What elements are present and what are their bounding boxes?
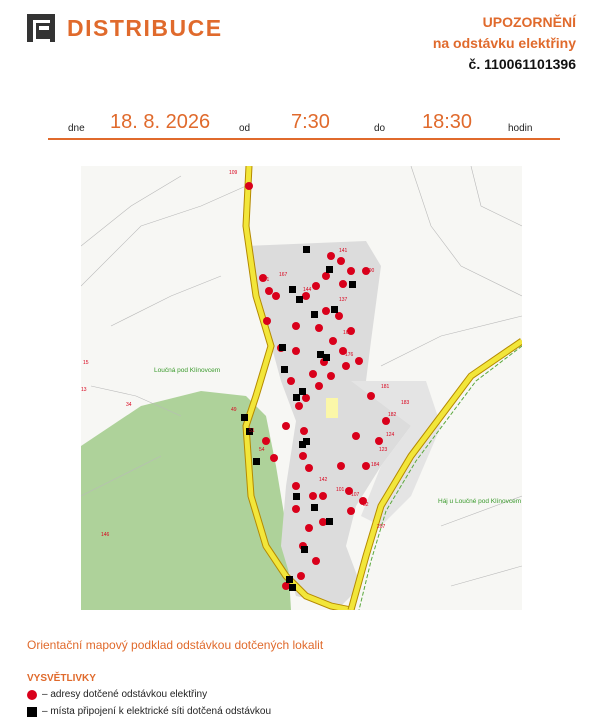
from-label: od [239, 123, 251, 134]
svg-text:182: 182 [388, 412, 397, 418]
svg-text:146: 146 [101, 532, 110, 538]
map-caption: Orientační mapový podklad odstávkou dotčených lokalit [27, 638, 324, 652]
svg-text:54: 54 [259, 447, 265, 453]
red-dot-icon [27, 690, 37, 700]
cez-logo [27, 14, 223, 42]
black-square-icon [27, 707, 37, 717]
outage-map [81, 166, 522, 610]
notice-title: UPOZORNĚNÍ [482, 14, 576, 30]
svg-text:183: 183 [401, 400, 410, 406]
svg-text:109: 109 [229, 170, 238, 176]
svg-text:107: 107 [351, 492, 360, 498]
place-label-left: Loučná pod Klínovcem [154, 367, 221, 374]
svg-text:184: 184 [371, 462, 380, 468]
svg-text:49: 49 [231, 407, 237, 413]
notice-heading [433, 12, 576, 75]
svg-text:82: 82 [363, 502, 369, 508]
map-graphic [81, 166, 522, 610]
svg-text:124: 124 [386, 432, 395, 438]
svg-text:169: 169 [343, 330, 352, 336]
legend-title: VYSVĚTLIVKY [27, 673, 96, 684]
unit-label: hodin [508, 123, 533, 134]
outage-schedule [48, 110, 560, 140]
date-label: dne [68, 123, 85, 134]
svg-text:176: 176 [345, 352, 354, 358]
to-label: do [374, 123, 386, 134]
legend-addresses-text: – adresy dotčené odstávkou elektřiny [42, 689, 208, 700]
svg-text:190: 190 [366, 268, 375, 274]
svg-text:15: 15 [83, 360, 89, 366]
legend-row-addresses [27, 689, 207, 700]
svg-text:171: 171 [261, 277, 270, 283]
svg-text:144: 144 [303, 287, 312, 293]
legend-row-connections [27, 706, 271, 717]
notice-subtitle: na odstávku elektřiny [432, 35, 576, 51]
svg-text:142: 142 [319, 477, 328, 483]
outage-date: 18. 8. 2026 [110, 111, 211, 133]
brand-name: DISTRIBUCE [67, 14, 223, 41]
svg-text:101: 101 [336, 487, 345, 493]
svg-text:207: 207 [377, 524, 386, 530]
svg-text:141: 141 [339, 248, 348, 254]
svg-text:167: 167 [279, 272, 288, 278]
svg-text:34: 34 [126, 402, 132, 408]
cez-logo-icon [27, 14, 55, 42]
time-from: 7:30 [291, 111, 330, 133]
notice-number: č. 110061101396 [468, 56, 576, 72]
svg-text:13: 13 [81, 387, 87, 393]
place-label-right: Háj u Loučné pod Klínovcem [438, 498, 522, 505]
legend-connections-text: – místa připojení k elektrické síti dotčená odstávkou [42, 706, 272, 717]
svg-text:123: 123 [379, 447, 388, 453]
time-to: 18:30 [422, 111, 473, 133]
svg-text:137: 137 [339, 297, 348, 303]
svg-text:51: 51 [249, 428, 255, 434]
svg-text:181: 181 [381, 384, 390, 390]
